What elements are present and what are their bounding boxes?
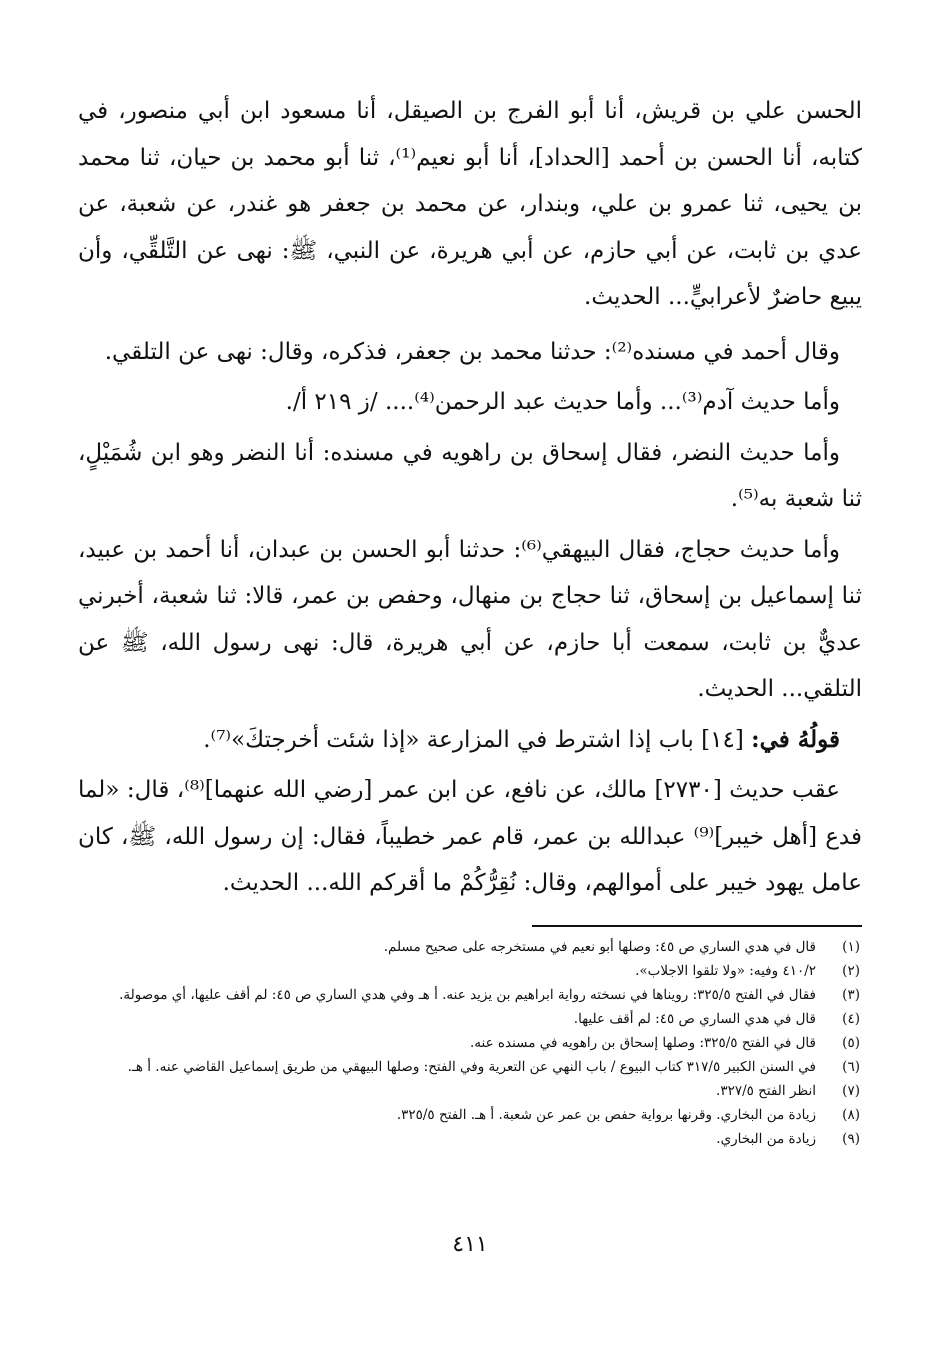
footnote-number: (٥) (842, 1034, 860, 1051)
footnote-item (78, 1127, 862, 1151)
footnote-text: قال في هدي الساري ص ٤٥: وصلها أبو نعيم في مستخرجه على صحيح مسلم. (383, 938, 816, 955)
footnote-number: (٢) (842, 962, 860, 979)
paragraph-chapter-heading (78, 717, 862, 764)
footnote-number: (٧) (842, 1082, 860, 1099)
footnote-number: (١) (842, 938, 860, 955)
footnote-text: قال في هدي الساري ص ٤٥: لم أقف عليها. (573, 1010, 816, 1027)
heading-lead: قولُهُ في: (751, 725, 840, 753)
footnote-item (78, 935, 862, 959)
paragraph-isnad-abu-nuaym: الحسن علي بن قريش، أنا أبو الفرج بن الصيقل، أنا مسعود ابن أبي منصور، في كتابه، أنا الحسن بن أحمد [الحداد]، أنا أبو نعيم⁽¹⁾، ثنا أبو محمد بن حيان، ثنا محمد بن يحيى، ثنا عمرو بن علي، وبندار، عن محمد بن جعفر هو غندر، عن شعبة، عن عدي بن ثابت، عن أبي حازم، عن أبي هريرة، عن النبي، ﷺ: نهى عن التَّلقِّي، وأن يبيع حاضرٌ لأعرابيٍّ... الحديث. (78, 98, 862, 310)
paragraph-hajjaj: وأما حديث حجاج، فقال البيهقي⁽⁶⁾: حدثنا أبو الحسن بن عبدان، أنا أحمد بن عبيد، ثنا إسماعيل بن إسحاق، ثنا حجاج بن منهال، وحفص بن عمر، قالا: ثنا شعبة، أخبرني عديٌّ بن ثابت، سمعت أبا حازم، عن أبي هريرة، قال: نهى رسول الله، ﷺ عن التلقي... الحديث. (78, 536, 862, 702)
footnote-item (78, 1031, 862, 1055)
footnote-text: ٤١٠/٢ وفيه: «ولا تلقوا الاجلاب». (635, 962, 816, 979)
footnote-text: في السنن الكبير ٣١٧/٥ كتاب البيوع / باب النهي عن التعرية وفي الفتح: وصلها البيهقي من طريق إسماعيل القاضي عنه. أ هـ. (127, 1058, 816, 1075)
page-number: ٤١١ (452, 1232, 488, 1257)
footnote-number: (٣) (842, 986, 860, 1003)
paragraph-adam-abdulrahman: وأما حديث آدم⁽³⁾... وأما حديث عبد الرحمن⁽⁴⁾.... /ز ٢١٩ أ/. (285, 389, 840, 415)
footnote-text: قال في الفتح ٣٢٥/٥: وصلها إسحاق بن راهويه في مسنده عنه. (469, 1034, 816, 1051)
footnote-item (78, 1055, 862, 1079)
footnote-text: انظر الفتح ٣٢٧/٥. (716, 1082, 816, 1099)
paragraph-ahmad-musnad: وقال أحمد في مسنده⁽²⁾: حدثنا محمد بن جعفر، فذكره، وقال: نهى عن التلقي. (104, 338, 840, 365)
footnote-text: زيادة من البخاري. (716, 1130, 816, 1147)
footnote-number: (٦) (842, 1058, 860, 1075)
paragraph-nadr: وأما حديث النضر، فقال إسحاق بن راهويه في مسنده: أنا النضر وهو ابن شُمَيْلٍ، ثنا شعبة به⁽⁵⁾. (78, 439, 862, 512)
footnote-text: زيادة من البخاري. وقرنها برواية حفص بن عمر عن شعبة. أ هـ. الفتح ٣٢٥/٥. (396, 1106, 816, 1123)
paragraph-khaybar: عقب حديث [٢٧٣٠] مالك، عن نافع، عن ابن عمر [رضي الله عنهما]⁽⁸⁾، قال: «لما فدع [أهل خيبر]⁽⁹⁾ عبدالله بن عمر، قام عمر خطيباً، فقال: إن رسول الله، ﷺ، كان عامل يهود خيبر على أموالهم، وقال: نُقِرُّكُمْ ما أقركم الله... الحديث. (78, 777, 862, 896)
footnote-divider (532, 925, 862, 927)
footnote-item (78, 1079, 862, 1103)
footnote-number: (٨) (842, 1106, 860, 1123)
footnote-item (78, 959, 862, 983)
footnote-number: (٩) (842, 1130, 860, 1147)
footnote-item (78, 1103, 862, 1127)
footnotes (78, 935, 862, 1151)
footnote-number: (٤) (842, 1010, 860, 1027)
main-text (78, 88, 862, 907)
footnote-text: فقال في الفتح ٣٢٥/٥: رويناها في نسخته رواية ابراهيم بن يزيد عنه. أ هـ وفي هدي الساري ص ٤٥: لم أقف عليها، أي موصولة. (119, 986, 816, 1003)
heading-rest: [١٤] باب إذا اشترط في المزارعة «إذا شئت أخرجتكَ»⁽⁷⁾. (203, 726, 744, 753)
footnote-item (78, 983, 862, 1007)
footnote-item (78, 1007, 862, 1031)
